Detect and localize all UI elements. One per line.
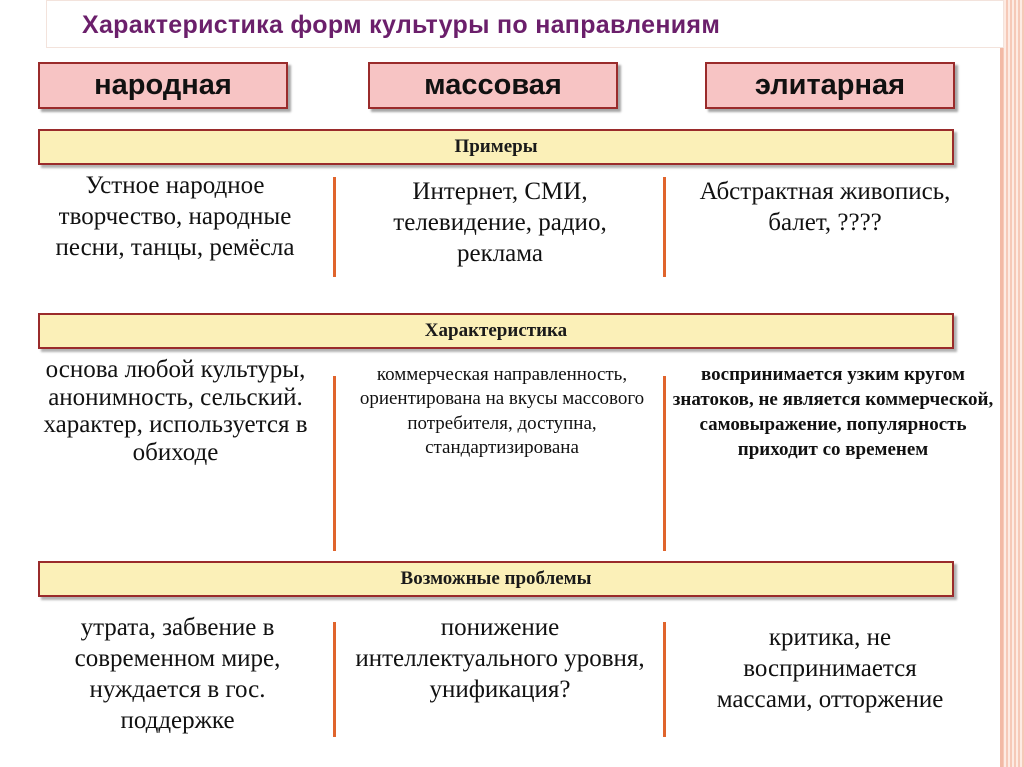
problems-mass: понижение интеллектуального уровня, унификация?	[355, 614, 645, 703]
category-elite: элитарная	[705, 62, 955, 109]
category-mass: массовая	[368, 62, 618, 109]
page-title: Характеристика форм культуры по направлениям	[82, 11, 721, 39]
divider	[663, 376, 666, 551]
category-folk: народная	[38, 62, 288, 109]
characteristics-elite: воспринимается узким кругом знатоков, не является коммерческой, самовыражение, популярность приходит со временем	[672, 364, 994, 460]
characteristics-folk: основа любой культуры, анонимность, сельский. характер, используется в обиходе	[43, 356, 308, 466]
section-band-examples: Примеры	[38, 129, 954, 165]
problems-elite: критика, не воспринимается массами, отторжение	[716, 624, 944, 713]
examples-mass: Интернет, СМИ, телевидение, радио, реклама	[393, 178, 607, 267]
problems-folk: утрата, забвение в современном мире, нуждается в гос. поддержке	[74, 614, 281, 734]
characteristics-mass: коммерческая направленность, ориентирована на вкусы массового потребителя, доступна, стандартизирована	[359, 364, 645, 458]
divider	[333, 622, 336, 737]
examples-elite: Абстрактная живопись, балет, ????	[699, 178, 951, 236]
divider	[663, 622, 666, 737]
divider	[333, 177, 336, 277]
section-band-problems: Возможные проблемы	[38, 561, 954, 597]
divider	[333, 376, 336, 551]
section-band-characteristics: Характеристика	[38, 313, 954, 349]
examples-folk: Устное народное творчество, народные песни, танцы, ремёсла	[55, 172, 295, 261]
decorative-stripes	[1002, 0, 1024, 767]
divider	[663, 177, 666, 277]
